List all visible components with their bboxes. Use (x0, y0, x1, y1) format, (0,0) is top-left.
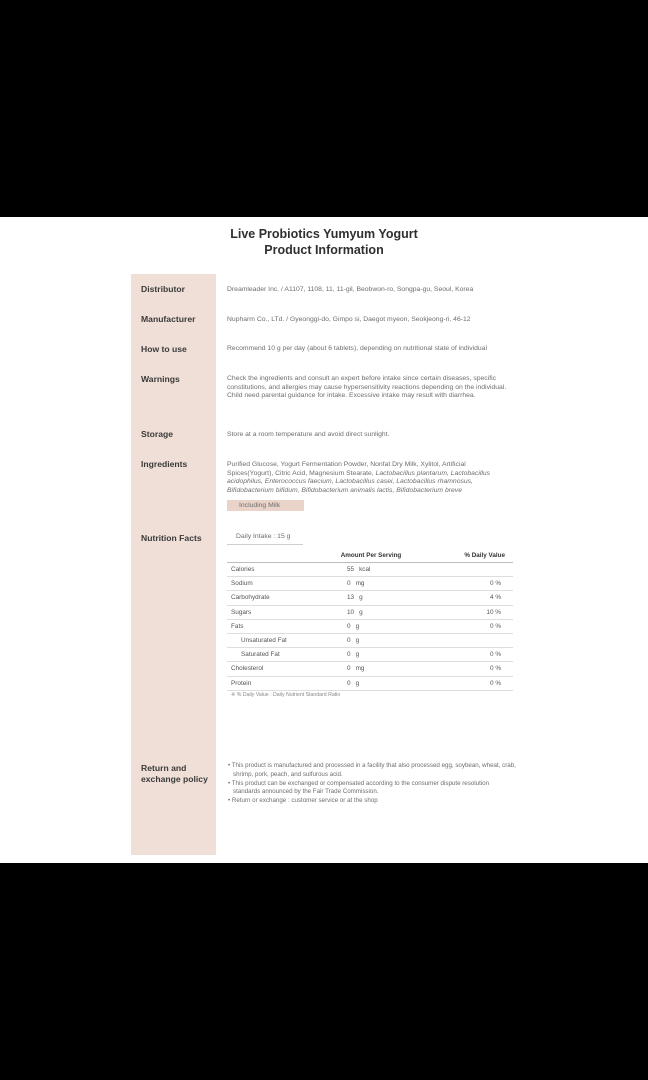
nutrient-name: Sodium (227, 577, 319, 591)
table-row (227, 577, 513, 591)
table-row (227, 676, 513, 690)
nutrient-name: Saturated Fat (227, 648, 319, 662)
daily-value-column-header: % Daily Value (423, 548, 513, 563)
return-policy-list (227, 762, 517, 806)
list-item: • Return or exchange : customer service or at the shop (228, 797, 378, 805)
table-row (227, 648, 513, 662)
nutrient-unit: g (355, 622, 360, 630)
table-row (227, 591, 513, 605)
amount-column-header: Amount Per Serving (319, 548, 423, 563)
nutrient-daily-value: 10 % (423, 605, 513, 619)
table-row (227, 619, 513, 633)
nutrient-amount: 0 (347, 637, 351, 645)
nutrient-name: Protein (227, 676, 319, 690)
nutrition-header-row (227, 548, 513, 563)
nutrient-unit: g (355, 637, 360, 645)
nutrient-amount: 13 (347, 594, 355, 602)
nutrient-amount: 0 (347, 665, 351, 673)
nutrient-name: Sugars (227, 605, 319, 619)
nutrient-name: Unsaturated Fat (227, 633, 319, 647)
nutrient-unit: g (355, 679, 360, 687)
nutrient-amount: 55 (347, 566, 355, 574)
page-title: Live Probiotics Yumyum Yogurt (230, 227, 418, 241)
daily-value-footnote: ※ % Daily Value : Daily Nutrient Standard Ratio (231, 692, 341, 698)
nutrient-name: Calories (227, 563, 319, 577)
nutrient-unit: g (359, 594, 363, 602)
storage-label: Storage (141, 429, 173, 439)
table-row (227, 662, 513, 676)
nutrient-name: Cholesterol (227, 662, 319, 676)
product-info-sheet (0, 217, 648, 863)
nutrient-daily-value (423, 633, 513, 647)
nutrient-unit: kcal (359, 566, 371, 574)
how-to-use-label: How to use (141, 344, 187, 354)
nutrient-unit: g (355, 651, 360, 659)
ingredients-plain: Purified Glucose, Yogurt Fermentation Powder, Nonfat Dry Milk, Xylitol, Artificial Spices(Yogurt), Citric Acid, Magnesium Stearate, (227, 461, 466, 477)
nutrient-amount: 0 (347, 651, 351, 659)
warnings-label: Warnings (141, 374, 180, 384)
ingredients-value (227, 461, 513, 495)
nutrient-name: Carbohydrate (227, 591, 319, 605)
allergen-badge: Including Milk (227, 500, 304, 511)
how-to-use-value: Recommend 10 g per day (about 6 tablets), depending on nutritional state of individual (227, 345, 487, 352)
nutrition-table (227, 548, 513, 691)
nutrient-name: Fats (227, 619, 319, 633)
nutrient-amount: 0 (347, 580, 351, 588)
distributor-label: Distributor (141, 284, 185, 294)
nutrient-amount: 0 (347, 622, 351, 630)
page-subtitle: Product Information (264, 243, 384, 257)
return-policy-label-line2: exchange policy (141, 774, 208, 784)
list-item: • This product can be exchanged or compensated according to the consumer dispute resolution standards announced by the Fair Trade Commission. (228, 779, 490, 796)
nutrient-unit: mg (355, 580, 365, 588)
nutrient-daily-value: 0 % (423, 662, 513, 676)
nutrient-amount: 10 (347, 608, 355, 616)
daily-intake-underline (227, 544, 303, 545)
list-item: • This product is manufactured and processed in a facility that also processed egg, soybean, wheat, crab, shrimp, pork, peach, and sulfurous acid. (228, 762, 516, 778)
manufacturer-label: Manufacturer (141, 314, 196, 324)
nutrient-unit: mg (355, 665, 365, 673)
nutrient-daily-value: 0 % (423, 648, 513, 662)
ingredients-probiotics: Lactobacillus plantarum, Lactobacillus acidophilus, Enterococcus faecium, Lactobacillus casei, Lactobacillus rhamnosus, Bifidobacterium bifidum, Bifidobacterium animalis lactis, Bifidobacterium breve (227, 469, 491, 494)
ingredients-label: Ingredients (141, 459, 188, 469)
nutrient-daily-value: 0 % (423, 577, 513, 591)
nutrient-daily-value: 0 % (423, 619, 513, 633)
daily-intake: Daily Intake : 15 g (236, 533, 291, 540)
table-row (227, 563, 513, 577)
table-row (227, 633, 513, 647)
return-policy-label-line1: Return and (141, 763, 187, 773)
nutrient-daily-value: 0 % (423, 676, 513, 690)
manufacturer-value: Nupharm Co., LTd. / Gyeonggi-do, Gimpo si, Daegot myeon, Seokjeong-ri, 46-12 (227, 316, 471, 323)
nutrition-facts-label: Nutrition Facts (141, 533, 202, 543)
distributor-value: Dreamleader Inc. / A1107, 1108, 11, 11-gil, Beobwon-ro, Songpa-gu, Seoul, Korea (227, 286, 474, 293)
table-row (227, 605, 513, 619)
warnings-value: Check the ingredients and consult an expert before intake since certain diseases, specific constitutions, and allergies may cause hypersensitivity reactions depending on the individual. Child need parental guidance for intake. Excessive intake may result with diarrhea. (227, 375, 507, 400)
nutrient-unit: g (359, 608, 363, 616)
storage-value: Store at a room temperature and avoid direct sunlight. (227, 431, 390, 438)
nutrient-daily-value (423, 563, 513, 577)
nutrient-daily-value: 4 % (423, 591, 513, 605)
nutrient-amount: 0 (347, 679, 351, 687)
